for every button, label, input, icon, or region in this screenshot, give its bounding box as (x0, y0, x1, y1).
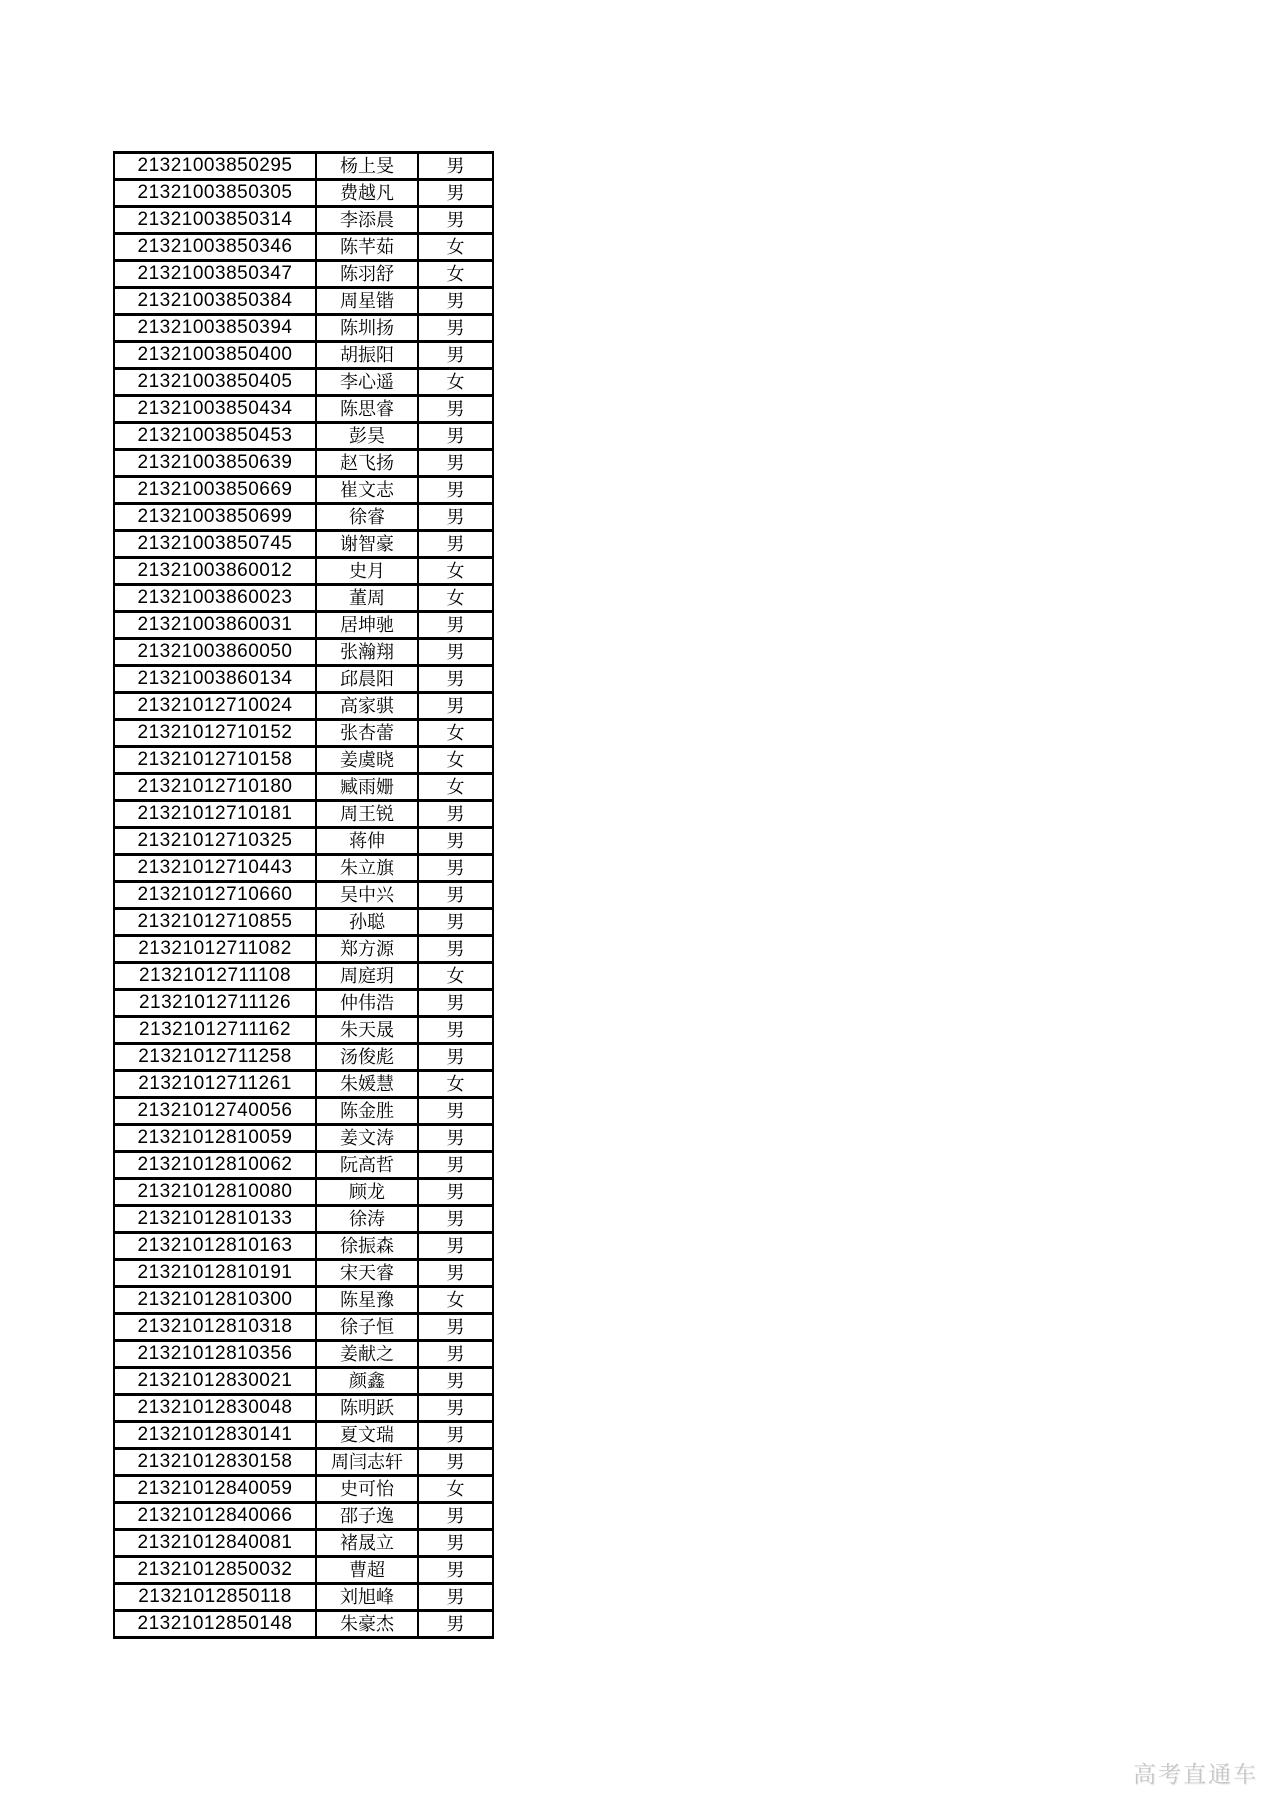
gender-cell: 男 (418, 531, 493, 558)
table-row (114, 1503, 493, 1530)
student-name-cell: 彭昊 (316, 423, 418, 450)
gender-cell: 男 (418, 342, 493, 369)
student-id-cell: 21321012810318 (114, 1314, 316, 1341)
watermark: 高考直通车 (1133, 1761, 1258, 1787)
student-id-cell: 21321003860031 (114, 612, 316, 639)
table-row (114, 153, 493, 180)
table-row (114, 477, 493, 504)
table-row (114, 693, 493, 720)
table-row (114, 342, 493, 369)
gender-cell: 女 (418, 1287, 493, 1314)
student-name-cell: 朱天晟 (316, 1017, 418, 1044)
student-name-cell: 臧雨姗 (316, 774, 418, 801)
student-name-cell: 周星锴 (316, 288, 418, 315)
table-row (114, 909, 493, 936)
student-id-cell: 21321003850314 (114, 207, 316, 234)
student-name-cell: 顾龙 (316, 1179, 418, 1206)
gender-cell: 男 (418, 1503, 493, 1530)
gender-cell: 男 (418, 990, 493, 1017)
student-id-cell: 21321012711258 (114, 1044, 316, 1071)
table-row (114, 585, 493, 612)
student-name-cell: 仲伟浩 (316, 990, 418, 1017)
table-row (114, 180, 493, 207)
table-row (114, 1071, 493, 1098)
table-row (114, 450, 493, 477)
table-row (114, 1206, 493, 1233)
student-name-cell: 姜文涛 (316, 1125, 418, 1152)
student-name-cell: 徐睿 (316, 504, 418, 531)
student-name-cell: 周庭玥 (316, 963, 418, 990)
student-name-cell: 李心遥 (316, 369, 418, 396)
student-name-cell: 周王锐 (316, 801, 418, 828)
student-id-cell: 21321003860050 (114, 639, 316, 666)
student-name-cell: 谢智豪 (316, 531, 418, 558)
gender-cell: 男 (418, 1098, 493, 1125)
gender-cell: 女 (418, 1476, 493, 1503)
student-name-cell: 高家骐 (316, 693, 418, 720)
student-id-cell: 21321003850639 (114, 450, 316, 477)
gender-cell: 女 (418, 585, 493, 612)
student-id-cell: 21321012710181 (114, 801, 316, 828)
student-name-cell: 史可怡 (316, 1476, 418, 1503)
student-name-cell: 董周 (316, 585, 418, 612)
gender-cell: 男 (418, 207, 493, 234)
gender-cell: 男 (418, 1557, 493, 1584)
table-row (114, 936, 493, 963)
table-row (114, 1422, 493, 1449)
student-id-cell: 21321012710158 (114, 747, 316, 774)
student-name-cell: 郑方源 (316, 936, 418, 963)
table-row (114, 1125, 493, 1152)
student-name-cell: 夏文瑞 (316, 1422, 418, 1449)
student-id-cell: 21321012710152 (114, 720, 316, 747)
gender-cell: 男 (418, 1341, 493, 1368)
student-name-cell: 朱媛慧 (316, 1071, 418, 1098)
student-name-cell: 张瀚翔 (316, 639, 418, 666)
gender-cell: 女 (418, 234, 493, 261)
table-row (114, 1368, 493, 1395)
table-row (114, 801, 493, 828)
gender-cell: 男 (418, 1368, 493, 1395)
student-name-cell: 陈金胜 (316, 1098, 418, 1125)
gender-cell: 男 (418, 450, 493, 477)
student-name-cell: 姜献之 (316, 1341, 418, 1368)
table-row (114, 639, 493, 666)
table-row (114, 1098, 493, 1125)
table-row (114, 207, 493, 234)
gender-cell: 女 (418, 963, 493, 990)
gender-cell: 男 (418, 423, 493, 450)
student-id-cell: 21321012710660 (114, 882, 316, 909)
student-id-cell: 21321012711126 (114, 990, 316, 1017)
gender-cell: 男 (418, 180, 493, 207)
student-name-cell: 曹超 (316, 1557, 418, 1584)
student-id-cell: 21321012810163 (114, 1233, 316, 1260)
table-row (114, 234, 493, 261)
student-id-cell: 21321012810059 (114, 1125, 316, 1152)
gender-cell: 男 (418, 1422, 493, 1449)
student-id-cell: 21321012810356 (114, 1341, 316, 1368)
student-name-cell: 杨上旻 (316, 153, 418, 180)
table-row (114, 288, 493, 315)
gender-cell: 女 (418, 720, 493, 747)
student-name-cell: 徐子恒 (316, 1314, 418, 1341)
gender-cell: 男 (418, 1044, 493, 1071)
student-id-cell: 21321003860023 (114, 585, 316, 612)
table-row (114, 369, 493, 396)
student-id-cell: 21321012810300 (114, 1287, 316, 1314)
student-id-cell: 21321003850405 (114, 369, 316, 396)
gender-cell: 女 (418, 369, 493, 396)
table-row (114, 963, 493, 990)
student-name-cell: 陈芊茹 (316, 234, 418, 261)
student-name-cell: 颜鑫 (316, 1368, 418, 1395)
student-id-cell: 21321012830048 (114, 1395, 316, 1422)
table-row (114, 882, 493, 909)
student-name-cell: 宋天睿 (316, 1260, 418, 1287)
gender-cell: 男 (418, 1206, 493, 1233)
table-row (114, 1395, 493, 1422)
gender-cell: 男 (418, 288, 493, 315)
student-name-cell: 蒋伸 (316, 828, 418, 855)
gender-cell: 男 (418, 801, 493, 828)
table-row (114, 1314, 493, 1341)
gender-cell: 男 (418, 504, 493, 531)
student-id-cell: 21321003850400 (114, 342, 316, 369)
table-row (114, 1152, 493, 1179)
student-table (113, 151, 494, 1639)
student-id-cell: 21321012810080 (114, 1179, 316, 1206)
student-name-cell: 陈羽舒 (316, 261, 418, 288)
gender-cell: 男 (418, 828, 493, 855)
student-id-cell: 21321012850118 (114, 1584, 316, 1611)
student-name-cell: 史月 (316, 558, 418, 585)
student-id-cell: 21321012850032 (114, 1557, 316, 1584)
student-name-cell: 吴中兴 (316, 882, 418, 909)
gender-cell: 男 (418, 1179, 493, 1206)
student-name-cell: 姜虞晓 (316, 747, 418, 774)
gender-cell: 男 (418, 1314, 493, 1341)
student-id-cell: 21321003850699 (114, 504, 316, 531)
student-name-cell: 周闫志轩 (316, 1449, 418, 1476)
table-row (114, 1044, 493, 1071)
student-name-cell: 胡振阳 (316, 342, 418, 369)
gender-cell: 男 (418, 477, 493, 504)
student-name-cell: 居坤驰 (316, 612, 418, 639)
student-name-cell: 朱豪杰 (316, 1611, 418, 1638)
table-row (114, 1179, 493, 1206)
student-name-cell: 徐振森 (316, 1233, 418, 1260)
student-id-cell: 21321012810062 (114, 1152, 316, 1179)
student-name-cell: 孙聪 (316, 909, 418, 936)
student-name-cell: 阮高哲 (316, 1152, 418, 1179)
student-name-cell: 张杏蕾 (316, 720, 418, 747)
student-name-cell: 褚晟立 (316, 1530, 418, 1557)
student-id-cell: 21321012830021 (114, 1368, 316, 1395)
student-id-cell: 21321003850434 (114, 396, 316, 423)
table-row (114, 774, 493, 801)
student-name-cell: 朱立旗 (316, 855, 418, 882)
table-row (114, 612, 493, 639)
student-id-cell: 21321003850384 (114, 288, 316, 315)
student-id-cell: 21321012850148 (114, 1611, 316, 1638)
student-id-cell: 21321003860012 (114, 558, 316, 585)
student-id-cell: 21321012830158 (114, 1449, 316, 1476)
gender-cell: 男 (418, 153, 493, 180)
gender-cell: 女 (418, 261, 493, 288)
gender-cell: 男 (418, 909, 493, 936)
student-name-cell: 徐涛 (316, 1206, 418, 1233)
table-row (114, 1260, 493, 1287)
student-id-cell: 21321003850394 (114, 315, 316, 342)
gender-cell: 男 (418, 1584, 493, 1611)
student-id-cell: 21321012840066 (114, 1503, 316, 1530)
table-row (114, 1557, 493, 1584)
gender-cell: 男 (418, 1449, 493, 1476)
table-row (114, 720, 493, 747)
table-row (114, 423, 493, 450)
student-name-cell: 汤俊彪 (316, 1044, 418, 1071)
student-id-cell: 21321003850453 (114, 423, 316, 450)
gender-cell: 男 (418, 396, 493, 423)
table-row (114, 261, 493, 288)
gender-cell: 男 (418, 936, 493, 963)
table-row (114, 1017, 493, 1044)
gender-cell: 男 (418, 1152, 493, 1179)
table-row (114, 666, 493, 693)
gender-cell: 男 (418, 612, 493, 639)
student-id-cell: 21321003850669 (114, 477, 316, 504)
table-row (114, 855, 493, 882)
gender-cell: 男 (418, 1260, 493, 1287)
student-id-cell: 21321012710443 (114, 855, 316, 882)
gender-cell: 男 (418, 693, 493, 720)
student-id-cell: 21321003850305 (114, 180, 316, 207)
student-id-cell: 21321012840081 (114, 1530, 316, 1557)
table-row (114, 396, 493, 423)
gender-cell: 男 (418, 1395, 493, 1422)
table-row (114, 315, 493, 342)
student-name-cell: 陈明跃 (316, 1395, 418, 1422)
gender-cell: 男 (418, 1017, 493, 1044)
student-id-cell: 21321003860134 (114, 666, 316, 693)
table-row (114, 558, 493, 585)
gender-cell: 男 (418, 315, 493, 342)
student-id-cell: 21321012711108 (114, 963, 316, 990)
student-id-cell: 21321003850295 (114, 153, 316, 180)
student-name-cell: 赵飞扬 (316, 450, 418, 477)
table-row (114, 747, 493, 774)
student-name-cell: 李添晨 (316, 207, 418, 234)
student-id-cell: 21321012830141 (114, 1422, 316, 1449)
table-row (114, 828, 493, 855)
student-name-cell: 陈思睿 (316, 396, 418, 423)
table-row (114, 1287, 493, 1314)
table-row (114, 1341, 493, 1368)
gender-cell: 女 (418, 558, 493, 585)
table-row (114, 1611, 493, 1638)
table-row (114, 1449, 493, 1476)
student-id-cell: 21321003850745 (114, 531, 316, 558)
table-row (114, 504, 493, 531)
gender-cell: 男 (418, 855, 493, 882)
gender-cell: 女 (418, 747, 493, 774)
student-id-cell: 21321012711082 (114, 936, 316, 963)
gender-cell: 男 (418, 1530, 493, 1557)
table-row (114, 1530, 493, 1557)
gender-cell: 男 (418, 639, 493, 666)
table-row (114, 1476, 493, 1503)
student-name-cell: 邵子逸 (316, 1503, 418, 1530)
gender-cell: 男 (418, 666, 493, 693)
student-name-cell: 崔文志 (316, 477, 418, 504)
student-table-body (114, 153, 493, 1638)
student-id-cell: 21321012810191 (114, 1260, 316, 1287)
table-row (114, 531, 493, 558)
student-name-cell: 陈星豫 (316, 1287, 418, 1314)
student-name-cell: 陈圳扬 (316, 315, 418, 342)
gender-cell: 女 (418, 1071, 493, 1098)
student-id-cell: 21321012711261 (114, 1071, 316, 1098)
student-id-cell: 21321012710855 (114, 909, 316, 936)
student-id-cell: 21321012711162 (114, 1017, 316, 1044)
gender-cell: 女 (418, 774, 493, 801)
gender-cell: 男 (418, 1125, 493, 1152)
student-id-cell: 21321012810133 (114, 1206, 316, 1233)
student-id-cell: 21321003850346 (114, 234, 316, 261)
student-id-cell: 21321012740056 (114, 1098, 316, 1125)
gender-cell: 男 (418, 1233, 493, 1260)
student-name-cell: 刘旭峰 (316, 1584, 418, 1611)
gender-cell: 男 (418, 1611, 493, 1638)
student-id-cell: 21321012710180 (114, 774, 316, 801)
gender-cell: 男 (418, 882, 493, 909)
student-name-cell: 邱晨阳 (316, 666, 418, 693)
student-id-cell: 21321012710325 (114, 828, 316, 855)
student-id-cell: 21321012840059 (114, 1476, 316, 1503)
table-row (114, 1584, 493, 1611)
student-id-cell: 21321003850347 (114, 261, 316, 288)
student-id-cell: 21321012710024 (114, 693, 316, 720)
table-row (114, 1233, 493, 1260)
table-row (114, 990, 493, 1017)
student-name-cell: 费越凡 (316, 180, 418, 207)
